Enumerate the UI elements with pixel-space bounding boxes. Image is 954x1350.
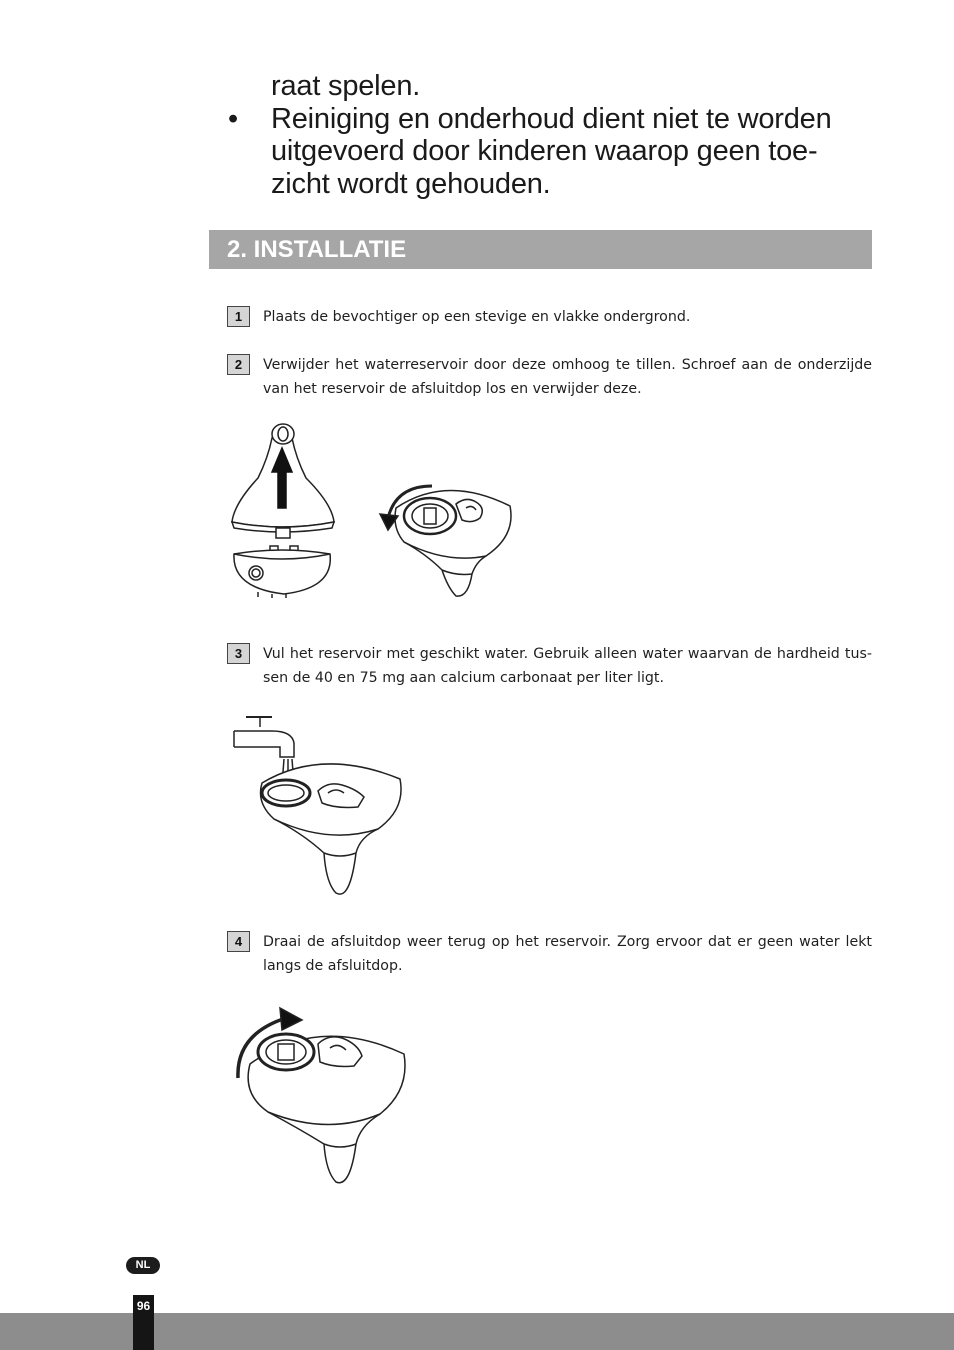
intro-line-text: uitgevoerd door kinderen waarop geen toe- [271,135,818,167]
step-number: 3 [227,643,250,664]
step-number: 1 [227,306,250,327]
section-header [209,230,872,269]
step-text: Vul het reservoir met geschikt water. Gebruik alleen water waarvan de hardheid tus-sen de 40 en 75 mg aan calcium carbonaat per liter ligt. [263,646,872,686]
intro-line [228,70,888,103]
section-title: 2. INSTALLATIE [227,236,407,263]
intro-line-text: raat spelen. [271,70,421,102]
reservoir-screw-illustration [228,1004,410,1188]
reservoir-unscrew-illustration [376,478,516,600]
intro-line [228,168,888,201]
page-number: 96 [136,1299,151,1313]
step-number: 4 [227,931,250,952]
step-text: Plaats de bevochtiger op een stevige en vlakke ondergrond. [263,309,691,325]
intro-line [228,103,888,136]
tap-filling-illustration [232,713,408,901]
step-text: Draai de afsluitdop weer terug op het reservoir. Zorg ervoor dat er geen water lekt langs de afsluitdop. [263,934,872,974]
bullet-icon: • [228,102,238,135]
page-number-tab [133,1295,154,1350]
language-label: NL [135,1259,151,1271]
step-number: 2 [227,354,250,375]
intro-line-text: Reiniging en onderhoud dient niet te worden [271,102,832,135]
intro-line [228,135,888,168]
intro-text [228,70,888,200]
language-badge [126,1257,160,1274]
step-text: Verwijder het waterreservoir door deze omhoog te tillen. Schroef aan de onderzijde van het reservoir de afsluitdop los en verwijder deze. [263,357,872,397]
humidifier-lift-illustration [226,418,338,600]
intro-line-text: zicht wordt gehouden. [271,167,551,200]
